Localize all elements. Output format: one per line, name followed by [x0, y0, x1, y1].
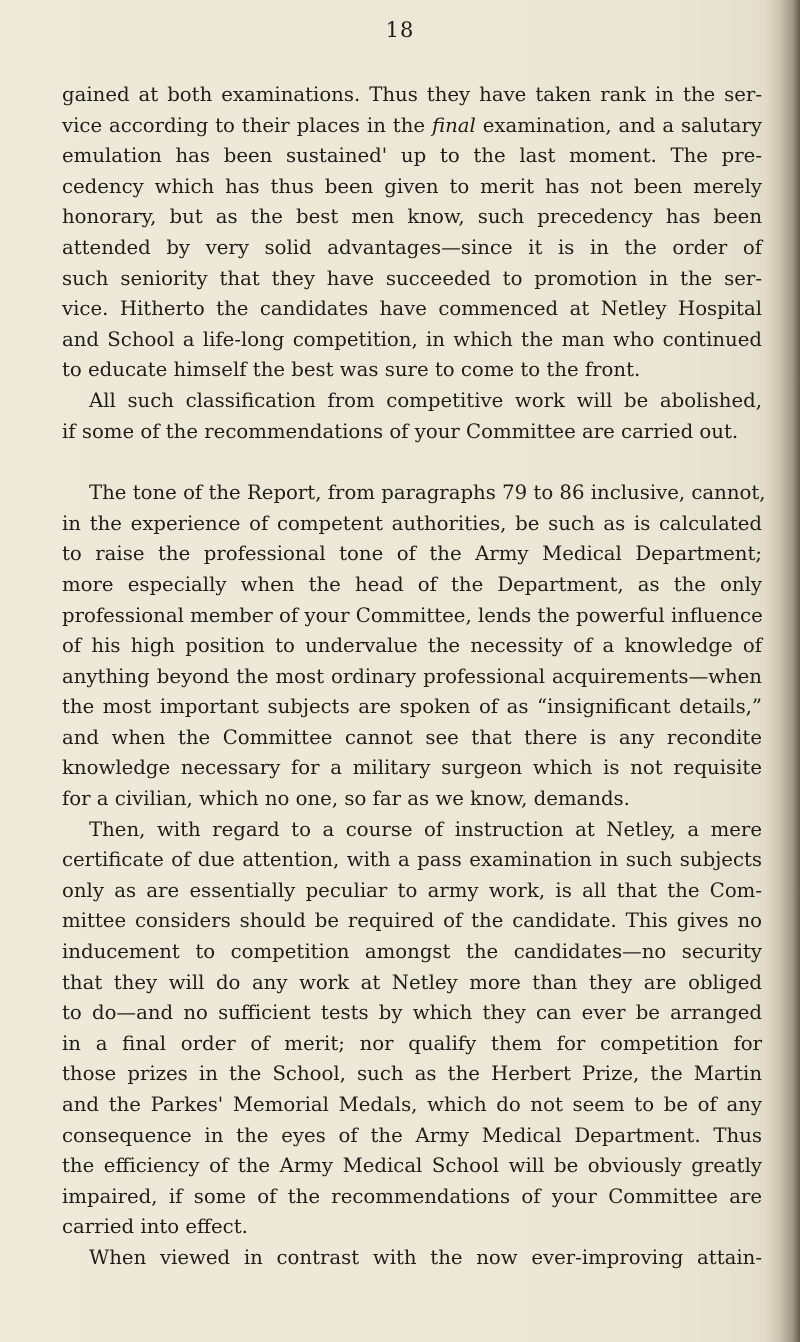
text-line: and the Parkes' Memorial Medals, which do not seem to be of any: [62, 1093, 762, 1116]
text-line: honorary, but as the best men know, such precedency has been: [62, 205, 762, 229]
text-line: emulation has been sustained' up to the last moment. The pre-: [62, 144, 762, 168]
text-line: When viewed in contrast with the now ever-improving attain-: [89, 1245, 762, 1269]
text-line: carried into effect.: [62, 1215, 248, 1239]
text-line: to educate himself the best was sure to come to the front.: [62, 358, 641, 382]
text-line: vice. Hitherto the candidates have commenced at Netley Hospital: [62, 297, 762, 321]
text-line: mittee considers should be required of the candidate. This gives no: [62, 909, 762, 933]
text-line: consequence in the eyes of the Army Medical Department. Thus: [62, 1123, 762, 1147]
text-line: to raise the professional tone of the Army Medical Department;: [62, 542, 762, 566]
page-number: 18: [385, 18, 415, 42]
text-line: Then, with regard to a course of instruction at Netley, a mere: [89, 817, 762, 841]
body-text: [62, 80, 766, 1274]
text-line: the most important subjects are spoken of as “insignificant details,”: [62, 695, 762, 719]
text-line: and when the Committee cannot see that there is any recondite: [62, 725, 762, 749]
text-line: vice according to their places in the final examination, and a salutary: [62, 113, 763, 137]
text-line: inducement to competition amongst the candidates—no security: [62, 940, 762, 964]
text-line: to do—and no sufficient tests by which they can ever be arranged: [62, 1001, 762, 1025]
text-line: impaired, if some of the recommendations of your Committee are: [62, 1184, 762, 1208]
text-line: those prizes in the School, such as the Herbert Prize, the Martin: [62, 1062, 762, 1086]
text-line: professional member of your Committee, lends the powerful influence: [62, 603, 763, 627]
italic-word: final: [431, 113, 476, 137]
text-line: The tone of the Report, from paragraphs 79 to 86 inclusive, cannot,: [89, 481, 766, 505]
text-line: attended by very solid advantages—since it is in the order of: [62, 235, 762, 259]
text-line: All such classification from competitive work will be abolished,: [89, 388, 762, 412]
text-line: in a final order of merit; nor qualify them for competition for: [62, 1031, 762, 1055]
text-line: gained at both examinations. Thus they have taken rank in the ser-: [62, 83, 762, 106]
text-line: anything beyond the most ordinary professional acquirements—when: [62, 664, 762, 688]
text-line: the efficiency of the Army Medical School will be obviously greatly: [62, 1154, 762, 1178]
text-line: certificate of due attention, with a pass examination in such subjects: [62, 848, 762, 872]
text-line: more especially when the head of the Department, as the only: [62, 572, 762, 596]
page-binding-edge: [766, 0, 800, 1342]
text-line: such seniority that they have succeeded to promotion in the ser-: [62, 266, 762, 290]
text-line: only as are essentially peculiar to army work, is all that the Com-: [62, 878, 762, 902]
text-line: if some of the recommendations of your Committee are carried out.: [62, 419, 739, 443]
text-line: in the experience of competent authorities, be such as is calculated: [62, 511, 762, 535]
text-line: knowledge necessary for a military surgeon which is not requisite: [62, 756, 762, 780]
text-line: for a civilian, which no one, so far as we know, demands.: [62, 787, 630, 811]
text-line: that they will do any work at Netley more than they are obliged: [62, 970, 762, 994]
text-line: and School a life-long competition, in which the man who continued: [62, 327, 762, 351]
paragraph-gap: [62, 447, 762, 478]
text-line: cedency which has thus been given to merit has not been merely: [62, 174, 762, 198]
text-line: of his high position to undervalue the necessity of a knowledge of: [62, 634, 762, 658]
